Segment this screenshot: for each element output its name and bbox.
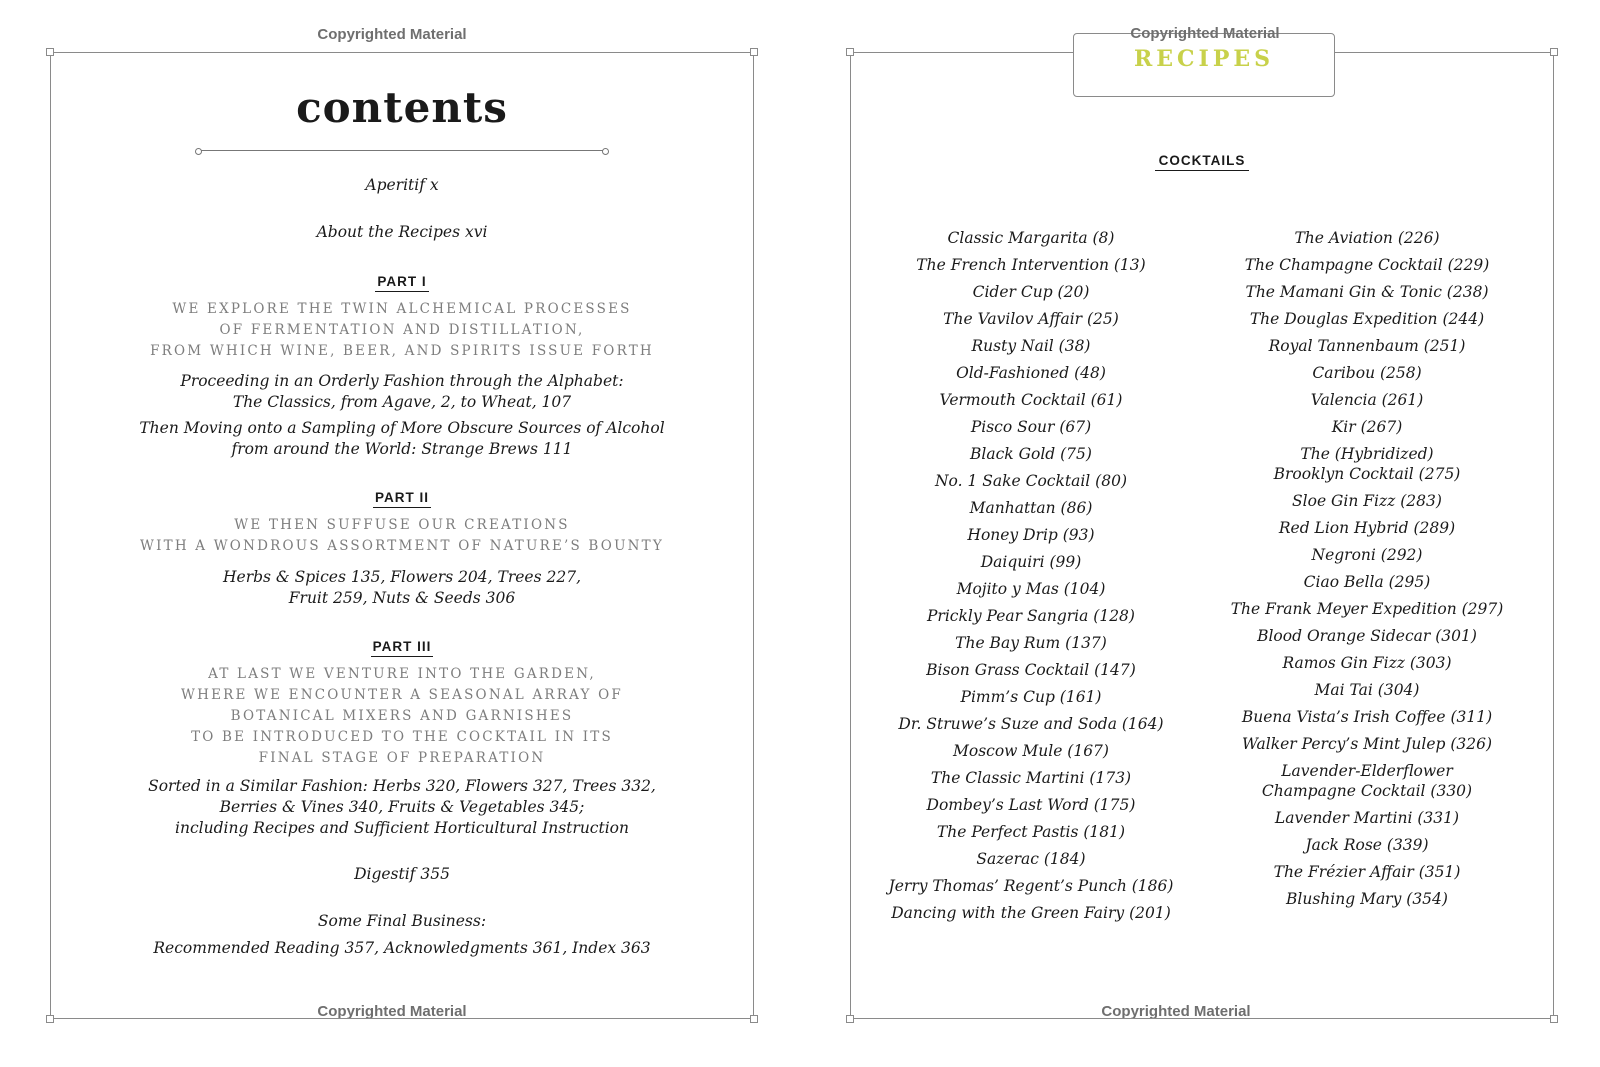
recipes-page: [850, 25, 1554, 1019]
recipe-list-item: Sloe Gin Fizz (283): [1292, 492, 1442, 510]
toc-about-recipes: About the Recipes xvi: [316, 223, 488, 241]
recipe-list-item: Ramos Gin Fizz (303): [1282, 654, 1452, 672]
recipe-list-item: Blood Orange Sidecar (301): [1257, 627, 1477, 645]
recipe-list-item: Sazerac (184): [976, 850, 1086, 868]
cocktails-heading: COCKTAILS: [851, 150, 1553, 169]
recipe-list-item: The Douglas Expedition (244): [1249, 310, 1485, 328]
part-3-heading: PART III: [51, 636, 753, 655]
recipe-list-item: The Perfect Pastis (181): [936, 823, 1126, 841]
recipe-list-item: Manhattan (86): [969, 499, 1093, 517]
recipe-list-item: Red Lion Hybrid (289): [1278, 519, 1456, 537]
recipe-list-item: Cider Cup (20): [972, 283, 1090, 301]
recipe-list-item: Valencia (261): [1310, 391, 1424, 409]
recipe-list-item: The French Intervention (13): [916, 256, 1146, 274]
toc-final-entries: Recommended Reading 357, Acknowledgments 361, Index 363: [153, 939, 651, 957]
page-title: contents: [296, 83, 508, 132]
recipe-column-right: [1197, 225, 1537, 913]
recipe-list-item: Classic Margarita (8): [947, 229, 1115, 247]
corner-ornament: [46, 48, 54, 56]
recipe-list-item: No. 1 Sake Cocktail (80): [934, 472, 1127, 490]
recipe-list-item: Kir (267): [1331, 418, 1403, 436]
recipe-list-item: The Champagne Cocktail (229): [1244, 256, 1490, 274]
part-1-description: WE EXPLORE THE TWIN ALCHEMICAL PROCESSES OF FERMENTATION AND DISTILLATION, FROM WHICH WINE, BEER, AND SPIRITS ISSUE FORTH: [150, 301, 654, 359]
part-1-heading: PART I: [51, 271, 753, 290]
recipe-list-item: Buena Vista’s Irish Coffee (311): [1241, 708, 1493, 726]
corner-ornament: [1550, 48, 1558, 56]
toc-part-3-garden: Sorted in a Similar Fashion: Herbs 320, Flowers 327, Trees 332, Berries & Vines 340, Fruits & Vegetables 345; including Recipes and Sufficient Horticultural Instruction: [148, 777, 656, 837]
recipe-list-item: Dancing with the Green Fairy (201): [891, 904, 1171, 922]
corner-ornament: [750, 1015, 758, 1023]
recipe-list-item: Ciao Bella (295): [1303, 573, 1431, 591]
corner-ornament: [846, 1015, 854, 1023]
recipe-list-item: Mai Tai (304): [1314, 681, 1420, 699]
recipe-list-item: The Classic Martini (173): [930, 769, 1132, 787]
recipe-list-item: Black Gold (75): [970, 445, 1092, 463]
recipe-list-item: Mojito y Mas (104): [956, 580, 1106, 598]
copyright-bottom-left: Copyrighted Material: [317, 1003, 467, 1020]
recipe-list-item: Lavender Martini (331): [1274, 809, 1460, 827]
recipe-list-item: Rusty Nail (38): [971, 337, 1091, 355]
recipe-list-item: Bison Grass Cocktail (147): [926, 661, 1136, 679]
recipe-list-item: Blushing Mary (354): [1286, 890, 1448, 908]
recipe-list-item: The Frézier Affair (351): [1273, 863, 1461, 881]
recipe-list-item: Walker Percy’s Mint Julep (326): [1241, 735, 1493, 753]
contents-page: [50, 52, 754, 1019]
recipe-list-item: Jerry Thomas’ Regent’s Punch (186): [888, 877, 1174, 895]
recipe-list-item: Dr. Struwe’s Suze and Soda (164): [898, 715, 1164, 733]
recipe-list-item: Royal Tannenbaum (251): [1268, 337, 1466, 355]
recipe-list-item: Honey Drip (93): [967, 526, 1095, 544]
part-2-heading: PART II: [51, 487, 753, 506]
recipe-list-item: Moscow Mule (167): [953, 742, 1109, 760]
recipe-list-item: The Mamani Gin & Tonic (238): [1245, 283, 1489, 301]
toc-aperitif: Aperitif x: [365, 176, 439, 194]
copyright-top-left: Copyrighted Material: [317, 26, 467, 43]
toc-part-2-bounty: Herbs & Spices 135, Flowers 204, Trees 227, Fruit 259, Nuts & Seeds 306: [223, 568, 581, 607]
part-2-description: WE THEN SUFFUSE OUR CREATIONS WITH A WONDROUS ASSORTMENT OF NATURE’S BOUNTY: [140, 517, 664, 554]
recipes-title: RECIPES: [1133, 46, 1275, 72]
recipe-list-item: The Bay Rum (137): [955, 634, 1107, 652]
recipe-list-item: Dombey’s Last Word (175): [926, 796, 1136, 814]
corner-ornament: [846, 48, 854, 56]
corner-ornament: [1550, 1015, 1558, 1023]
recipe-column-left: [851, 225, 1211, 927]
recipe-list-item: Lavender-Elderflower Champagne Cocktail (330): [1261, 762, 1473, 800]
recipe-list-item: Vermouth Cocktail (61): [939, 391, 1123, 409]
corner-ornament: [46, 1015, 54, 1023]
part-3-description: AT LAST WE VENTURE INTO THE GARDEN, WHERE WE ENCOUNTER A SEASONAL ARRAY OF BOTANICAL MIXERS AND GARNISHES TO BE INTRODUCED TO THE COCKTAIL IN ITS FINAL STAGE OF PREPARATION: [181, 666, 623, 766]
recipe-list-item: The Frank Meyer Expedition (297): [1230, 600, 1504, 618]
toc-part-1-classics: Proceeding in an Orderly Fashion through the Alphabet: The Classics, from Agave, 2, to Wheat, 107: [180, 372, 624, 411]
copyright-bottom-right: Copyrighted Material: [1101, 1003, 1251, 1020]
recipe-list-item: The Vavilov Affair (25): [943, 310, 1119, 328]
recipe-list-item: Daiquiri (99): [980, 553, 1082, 571]
recipe-list-item: Pisco Sour (67): [970, 418, 1092, 436]
recipe-list-item: Prickly Pear Sangria (128): [927, 607, 1135, 625]
corner-ornament: [750, 48, 758, 56]
recipe-list-item: The (Hybridized) Brooklyn Cocktail (275): [1273, 445, 1461, 483]
recipe-list-item: Jack Rose (339): [1305, 836, 1429, 854]
recipes-banner: [1073, 25, 1335, 97]
title-divider: [201, 150, 603, 151]
toc-part-1-strange-brews: Then Moving onto a Sampling of More Obscure Sources of Alcohol from around the World: Strange Brews 111: [139, 419, 665, 458]
recipe-list-item: Negroni (292): [1311, 546, 1423, 564]
toc-final-business: Some Final Business:: [317, 912, 487, 930]
recipe-list-item: Old-Fashioned (48): [956, 364, 1106, 382]
recipe-list-item: Pimm’s Cup (161): [960, 688, 1102, 706]
copyright-top-right: Copyrighted Material: [1130, 25, 1280, 42]
recipe-list-item: The Aviation (226): [1294, 229, 1440, 247]
toc-digestif: Digestif 355: [354, 865, 450, 883]
recipe-list-item: Caribou (258): [1312, 364, 1422, 382]
